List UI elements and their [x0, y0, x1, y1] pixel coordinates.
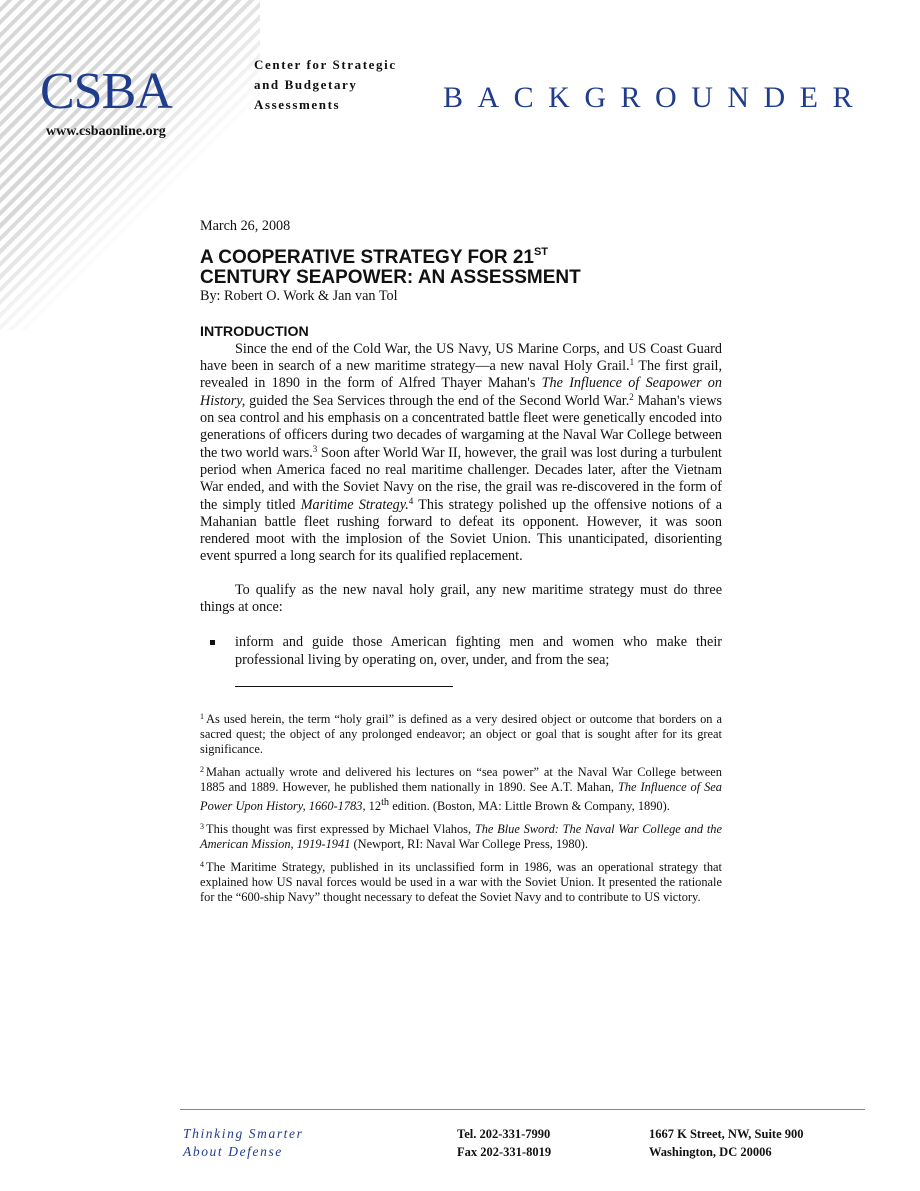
footnote-text: The Maritime Strategy, published in its unclassified form in 1986, was an operational strategy that explained how US naval forces would be used in a war with the Soviet Union. It presented the rationale for the “600-ship Navy” thought necessary to defeat the Soviet Navy and to contribute to US victory. — [200, 860, 722, 905]
org-name-line-2: and Budgetary — [254, 77, 358, 92]
org-name-line-1: Center for Strategic — [254, 57, 397, 72]
para1-strategy-title: Maritime Strategy. — [300, 496, 409, 513]
intro-paragraph-1 — [200, 341, 722, 566]
document-title — [200, 248, 722, 288]
main-content — [200, 218, 722, 913]
para1-sentence-5: Soon after World War II, however, the grail was lost during a turbulent period when America faced no real maritime challenger. Decades later, after the Vietnam War ended, and with the Soviet Navy on the rise, the grail was re-discovered in the form of the simply titled — [200, 444, 722, 513]
footnote-number: 3 — [200, 822, 204, 832]
document-date: March 26, 2008 — [200, 218, 291, 234]
telephone-number: Tel. 202-331-7990 — [457, 1127, 551, 1141]
organization-name — [254, 55, 397, 115]
footnote-edition-sup: th — [381, 796, 390, 808]
tagline-line-2: About Defense — [183, 1144, 283, 1159]
byline: By: Robert O. Work & Jan van Tol — [200, 288, 398, 305]
footnote-2 — [200, 765, 722, 814]
footnote-text: (Newport, RI: Naval War College Press, 1980). — [350, 837, 588, 852]
fax-number: Fax 202-331-8019 — [457, 1145, 552, 1159]
requirements-list — [200, 634, 722, 669]
footnote-text: This thought was first expressed by Michael Vlahos, — [206, 822, 475, 837]
street-address: 1667 K Street, NW, Suite 900 — [649, 1127, 804, 1141]
website-url: www.csbaonline.org — [46, 124, 166, 139]
para1-sentence-6: This strategy polished up the offensive notions of a Mahanian battle fleet rushing forward to defeat its opponent. However, it was soon rendered moot with the implosion of the Soviet Union. This unanticipated, disorienting event spurred a long search for its qualified replacement. — [200, 496, 722, 565]
footnote-text: 12 — [365, 799, 382, 814]
section-heading-introduction: INTRODUCTION — [200, 323, 309, 340]
tagline-line-1: Thinking Smarter — [183, 1126, 304, 1141]
footer-divider — [180, 1109, 865, 1110]
footnote-ref-3[interactable]: 3 — [312, 443, 318, 454]
footnote-ref-2[interactable]: 2 — [629, 391, 634, 402]
footer-address — [649, 1125, 804, 1161]
footnote-1 — [200, 712, 722, 757]
footer-phone-numbers — [457, 1125, 551, 1161]
para1-sentence-4: Mahan's views on sea control and his emphasis on a concentrated battle fleet were genetically encoded into generations of officers during two decades of wargaming at the Naval War College between the two world wars. — [200, 392, 722, 461]
title-line-1: A COOPERATIVE STRATEGY FOR 21 — [200, 247, 534, 269]
footnote-separator — [235, 686, 453, 687]
footnote-number: 2 — [200, 764, 204, 774]
footnote-text: As used herein, the term “holy grail” is defined as a very desired object or outcome that borders on a sacred quest; the object of any prolonged endeavor; an object or goal that is sought after for its great significance. — [200, 711, 722, 756]
footnote-number: 4 — [200, 860, 204, 870]
document-type-title: BACKGROUNDER — [443, 81, 868, 114]
footnote-text: Mahan actually wrote and delivered his lectures on “sea power” at the Naval War College between 1885 and 1889. However, he published them nationally in 1890. See A.T. Mahan, — [200, 764, 722, 794]
city-address: Washington, DC 20006 — [649, 1145, 772, 1159]
para1-sentence-3: guided the Sea Services through the end of the Second World War. — [245, 392, 630, 409]
footnote-book-title: The Influence of Sea Power Upon History, 1660-1783, — [200, 779, 722, 814]
footnote-ref-1[interactable]: 1 — [629, 357, 635, 368]
footnote-book-title: The Blue Sword: The Naval War College and the American Mission, 1919-1941 — [200, 822, 722, 852]
footnote-ref-4[interactable]: 4 — [408, 495, 414, 506]
org-name-line-3: Assessments — [254, 97, 341, 112]
footnote-number: 1 — [200, 711, 204, 721]
csba-logo: CSBA — [40, 63, 172, 120]
title-line-2: CENTURY SEAPOWER: AN ASSESSMENT — [200, 267, 581, 289]
list-item — [200, 634, 722, 669]
intro-paragraph-2: To qualify as the new naval holy grail, any new maritime strategy must do three things at once: — [200, 581, 722, 616]
footnote-3 — [200, 822, 722, 852]
title-superscript: ST — [533, 246, 549, 259]
footnote-4 — [200, 860, 722, 905]
list-item-text: inform and guide those American fighting men and women who make their professional living by operating on, over, under, and from the sea; — [235, 634, 722, 668]
footer-tagline — [183, 1125, 303, 1161]
footnote-text: edition. (Boston, MA: Little Brown & Company, 1890). — [389, 799, 670, 814]
para1-sentence-1: Since the end of the Cold War, the US Navy, US Marine Corps, and US Coast Guard have been in search of a new maritime strategy—a new naval Holy Grail. — [200, 340, 722, 375]
para1-sentence-2: The first grail, revealed in 1890 in the form of Alfred Thayer Mahan's — [200, 358, 722, 392]
para1-book-title: The Influence of Seapower on History, — [200, 375, 722, 409]
square-bullet-icon — [210, 640, 215, 645]
